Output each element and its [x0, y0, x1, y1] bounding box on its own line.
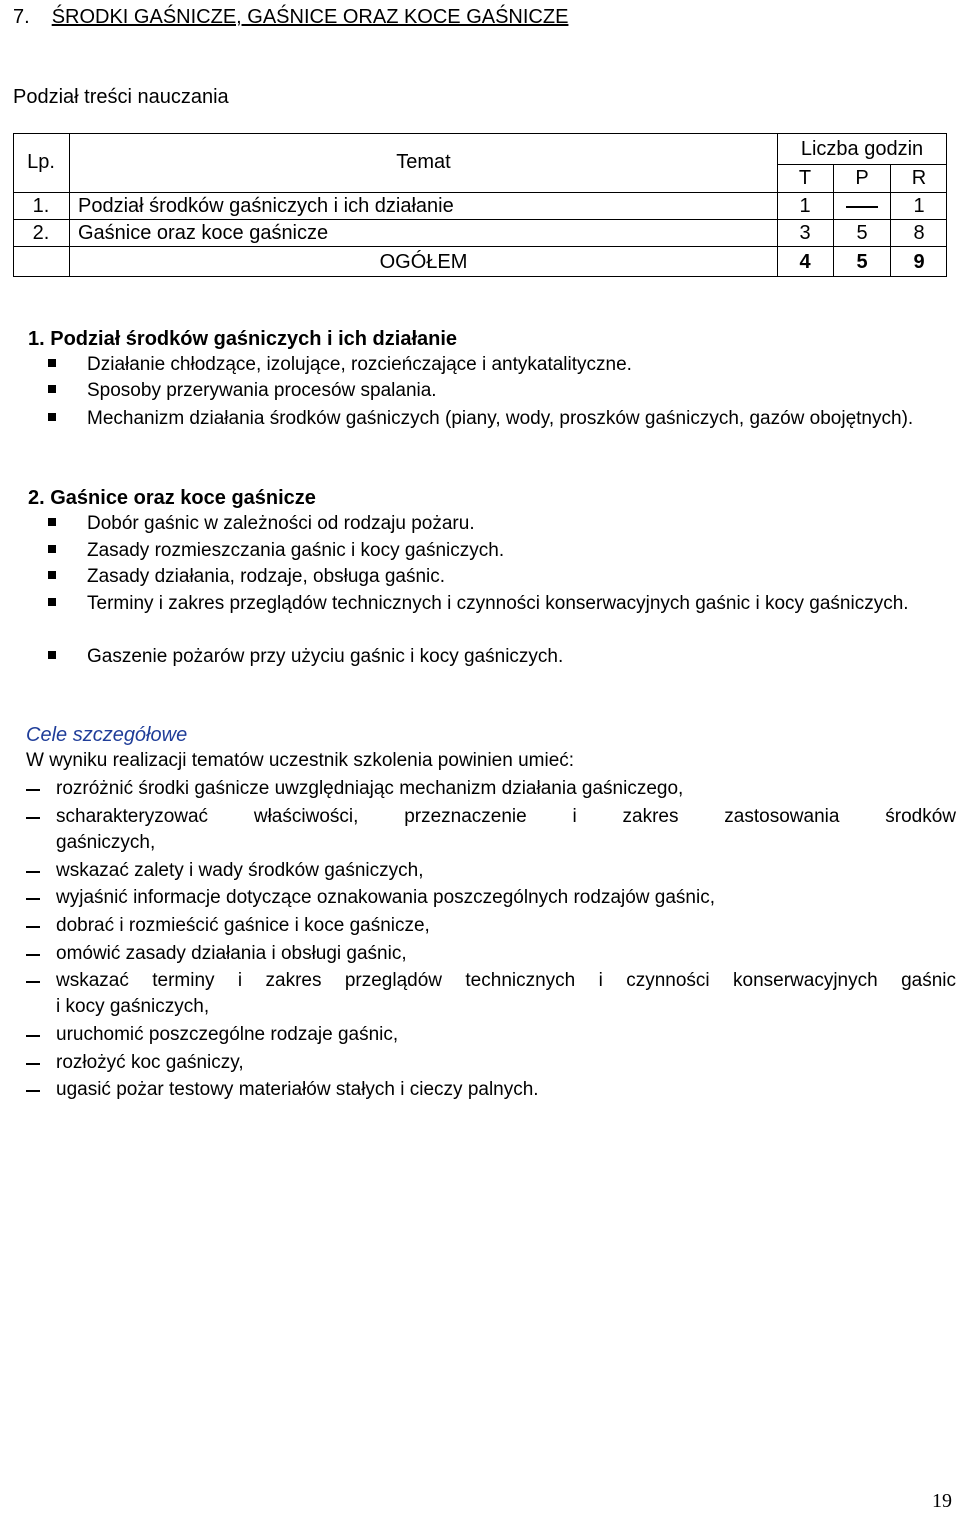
dash-bullet-icon — [26, 817, 40, 819]
section-2-item-text: Zasady działania, rodzaje, obsługa gaśnic. — [87, 566, 446, 587]
table-border-top — [13, 133, 947, 134]
row2-topic: Gaśnice oraz koce gaśnicze — [78, 222, 329, 244]
goals-title: Cele szczegółowe — [26, 724, 188, 746]
row2-p: 5 — [856, 222, 868, 244]
bullet-square-icon — [48, 571, 56, 579]
table-divider-row1 — [13, 219, 947, 220]
goal-item-text: wskazać terminy i zakres przeglądów technicznych i czynności konserwacyjnych gaśnic — [56, 970, 956, 991]
goal-item-text: wyjaśnić informacje dotyczące oznakowania poszczególnych rodzajów gaśnic, — [56, 887, 715, 908]
goal-item-text: dobrać i rozmieścić gaśnice i koce gaśnicze, — [56, 915, 430, 936]
dash-bullet-icon — [26, 1090, 40, 1092]
dash-bullet-icon — [26, 898, 40, 900]
header-t: T — [798, 167, 812, 189]
section-2-item-text: Dobór gaśnic w zależności od rodzaju pożaru. — [87, 513, 475, 534]
table-divider-header — [13, 192, 947, 193]
section-1-item-text: Mechanizm działania środków gaśniczych (piany, wody, proszków gaśniczych, gazów obojętnych). — [87, 408, 914, 429]
goal-item-text: rozróżnić środki gaśnicze uwzględniając mechanizm działania gaśniczego, — [56, 778, 684, 799]
goals-intro: W wyniku realizacji tematów uczestnik szkolenia powinien umieć: — [26, 750, 575, 771]
row2-r: 8 — [913, 222, 925, 244]
chapter-number: 7. — [13, 6, 30, 28]
goal-item — [26, 1022, 956, 1048]
row2-lp: 2. — [32, 222, 50, 244]
section-2-item-text: Gaszenie pożarów przy użyciu gaśnic i kocy gaśniczych. — [87, 646, 564, 667]
header-p: P — [855, 167, 869, 189]
bullet-square-icon — [48, 651, 56, 659]
total-p: 5 — [856, 251, 868, 273]
dash-bullet-icon — [26, 1035, 40, 1037]
chapter-title-text: ŚRODKI GAŚNICZE, GAŚNICE ORAZ KOCE GAŚNICZE — [51, 6, 569, 28]
row1-topic: Podział środków gaśniczych i ich działanie — [78, 195, 454, 217]
goal-item-continuation — [26, 994, 956, 1020]
row2-t: 3 — [799, 222, 811, 244]
section-2-item-text: Terminy i zakres przeglądów technicznych i czynności konserwacyjnych gaśnic i kocy gaśniczych. — [87, 593, 909, 614]
goal-item — [26, 1050, 956, 1076]
total-label: OGÓŁEM — [379, 251, 468, 273]
dash-bullet-icon — [26, 981, 40, 983]
goal-item-text: rozłożyć koc gaśniczy, — [56, 1052, 244, 1073]
row1-t: 1 — [799, 195, 811, 217]
section-2-item — [48, 564, 954, 590]
goal-item — [26, 913, 956, 939]
goal-item-text: i kocy gaśniczych, — [56, 996, 210, 1017]
dash-bullet-icon — [26, 954, 40, 956]
goal-item-text: uruchomić poszczególne rodzaje gaśnic, — [56, 1024, 399, 1045]
section-1-title: 1. Podział środków gaśniczych i ich działanie — [28, 328, 458, 350]
section-2-title: 2. Gaśnice oraz koce gaśnicze — [28, 487, 316, 509]
header-topic: Temat — [396, 151, 451, 173]
bullet-square-icon — [48, 518, 56, 526]
bullet-square-icon — [48, 598, 56, 606]
goal-item-text: omówić zasady działania i obsługi gaśnic, — [56, 943, 407, 964]
section-subtitle: Podział treści nauczania — [13, 86, 229, 108]
goal-item — [26, 941, 956, 967]
goal-item-text: gaśniczych, — [56, 832, 156, 853]
section-1-item-text: Działanie chłodzące, izolujące, rozcieńczające i antykatalityczne. — [87, 354, 632, 375]
section-1-item — [48, 378, 954, 404]
table-divider-row2 — [13, 246, 947, 247]
goal-item — [26, 968, 956, 994]
bullet-square-icon — [48, 413, 56, 421]
section-1-item — [48, 352, 954, 378]
goal-item — [26, 1077, 956, 1103]
section-2-item-text: Zasady rozmieszczania gaśnic i kocy gaśniczych. — [87, 540, 505, 561]
goal-item — [26, 776, 956, 802]
section-1-item-text: Sposoby przerywania procesów spalania. — [87, 380, 437, 401]
table-divider-hours — [777, 164, 947, 165]
dash-bullet-icon — [26, 926, 40, 928]
section-2-item — [48, 538, 954, 564]
header-r: R — [911, 167, 927, 189]
goal-item — [26, 885, 956, 911]
hours-table — [13, 133, 947, 277]
chapter-title — [13, 4, 568, 30]
page-number: 19 — [932, 1490, 952, 1512]
dash-bullet-icon — [26, 1063, 40, 1065]
row1-r: 1 — [913, 195, 925, 217]
row1-lp: 1. — [32, 195, 50, 217]
goal-item — [26, 804, 956, 830]
total-t: 4 — [799, 251, 811, 273]
section-1-item — [48, 406, 954, 458]
dash-bullet-icon — [26, 789, 40, 791]
goal-item-text: wskazać zalety i wady środków gaśniczych, — [56, 860, 424, 881]
goal-item-text: scharakteryzować właściwości, przeznaczenie i zakres zastosowania środków — [56, 806, 956, 827]
goal-item-continuation — [26, 830, 956, 856]
section-2-item — [48, 511, 954, 537]
total-r: 9 — [913, 251, 925, 273]
goal-item-text: ugasić pożar testowy materiałów stałych i cieczy palnych. — [56, 1079, 539, 1100]
bullet-square-icon — [48, 359, 56, 367]
goal-item — [26, 858, 956, 884]
header-lp: Lp. — [27, 151, 55, 173]
section-2-item — [48, 591, 954, 643]
row1-p-dash — [846, 206, 878, 208]
table-border-bottom — [13, 276, 947, 277]
bullet-square-icon — [48, 545, 56, 553]
bullet-square-icon — [48, 385, 56, 393]
header-hours: Liczba godzin — [800, 138, 924, 160]
dash-bullet-icon — [26, 871, 40, 873]
section-2-item — [48, 644, 954, 670]
